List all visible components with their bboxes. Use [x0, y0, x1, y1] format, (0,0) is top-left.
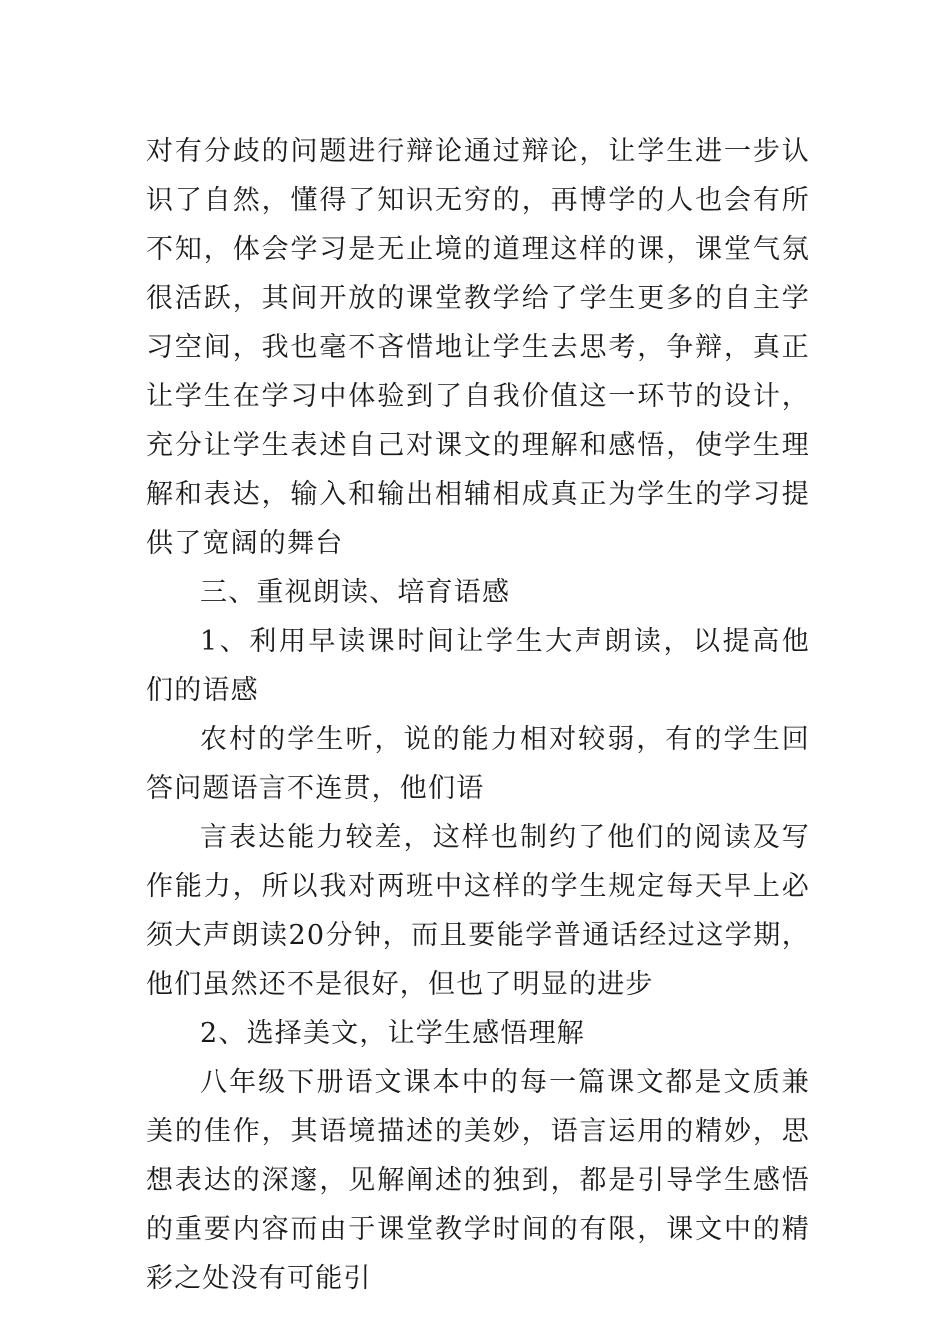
paragraph: 言表达能力较差，这样也制约了他们的阅读及写作能力，所以我对两班中这样的学生规定每天早上必须大声朗读20分钟，而且要能学普通话经过这学期，他们虽然还不是很好，但也了明显的进步	[146, 822, 810, 1000]
paragraph: 农村的学生听，说的能力相对较弱，有的学生回答问题语言不连贯，他们语	[146, 724, 810, 804]
subsection-heading: 2、选择美文，让学生感悟理解	[200, 1018, 585, 1049]
paragraph: 对有分歧的问题进行辩论通过辩论，让学生进一步认识了自然，懂得了知识无穷的，再博学的人也会有所不知，体会学习是无止境的道理这样的课，课堂气氛很活跃，其间开放的课堂教学给了学生更多的自主学习空间，我也毫不吝惜地让学生去思考，争辩，真正让学生在学习中体验到了自我价值这一环节的设计，充分让学生表述自己对课文的理解和感悟，使学生理解和表达，输入和输出相辅相成真正为学生的学习提供了宽阔的舞台	[146, 136, 810, 559]
subsection-heading: 1、利用早读课时间让学生大声朗读，以提高他们的语感	[146, 626, 810, 706]
paragraph: 八年级下册语文课本中的每一篇课文都是文质兼美的佳作，其语境描述的美妙，语言运用的精妙，思想表达的深邃，见解阐述的独到，都是引导学生感悟的重要内容而由于课堂教学时间的有限，课文中的精彩之处没有可能引	[146, 1067, 810, 1294]
section-heading: 三、重视朗读、培育语感	[200, 577, 511, 608]
body-text	[146, 127, 810, 1303]
